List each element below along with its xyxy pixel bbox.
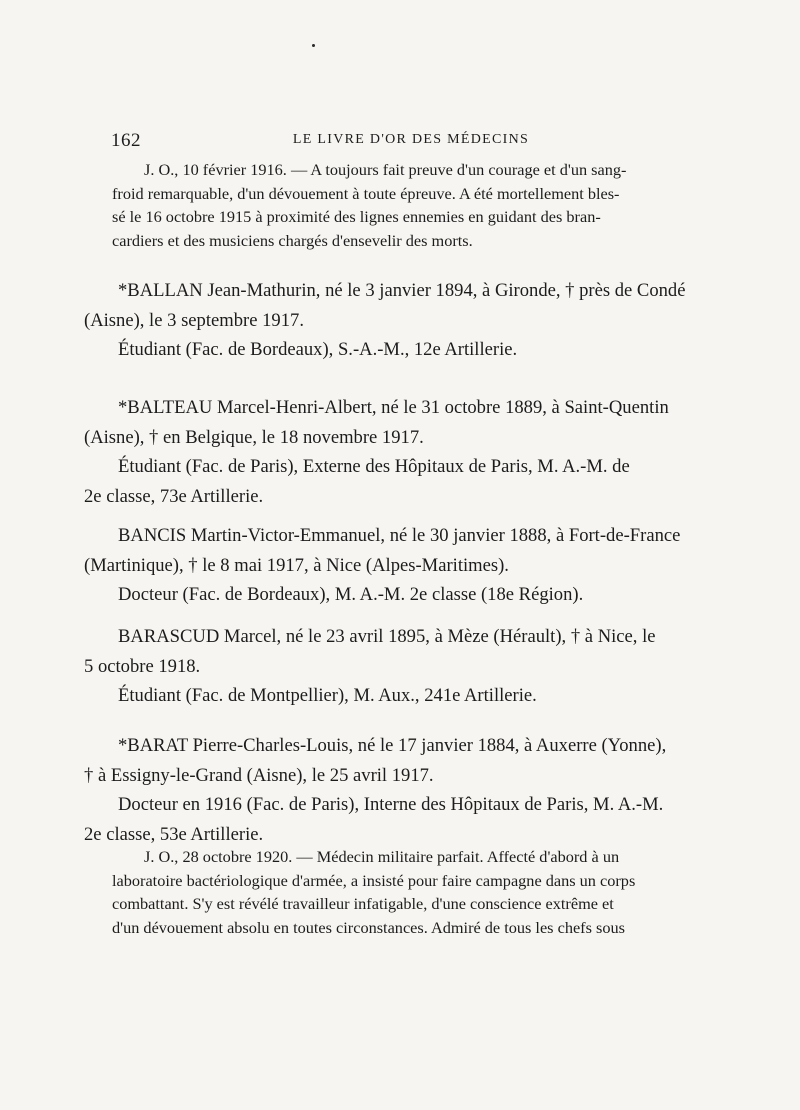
entry-barat [84, 731, 706, 849]
citation-line: froid remarquable, d'un dévouement à toute épreuve. A été mortellement bles- [112, 183, 620, 203]
entry-heading: BANCIS Martin-Victor-Emmanuel, né le 30 janvier 1888, à Fort-de-France [118, 525, 681, 546]
entry-heading-cont: † à Essigny-le-Grand (Aisne), le 25 avril 1917. [84, 764, 434, 786]
citation-line: J. O., 10 février 1916. — A toujours fait preuve d'un courage et d'un sang- [144, 160, 627, 179]
citation-line: d'un dévouement absolu en toutes circonstances. Admiré de tous les chefs sous [112, 917, 625, 937]
entry-barascud [84, 622, 706, 711]
entry-heading: *BARAT Pierre-Charles-Louis, né le 17 janvier 1884, à Auxerre (Yonne), [118, 735, 667, 756]
entry-detail: Docteur (Fac. de Bordeaux), M. A.-M. 2e classe (18e Région). [118, 584, 584, 605]
citation-line: cardiers et des musiciens chargés d'ensevelir des morts. [112, 230, 473, 250]
citation-top [112, 158, 708, 252]
entry-detail-cont: 2e classe, 53e Artillerie. [84, 823, 264, 845]
running-title: LE LIVRE D'OR DES MÉDECINS [292, 132, 530, 147]
citation-line: laboratoire bactériologique d'armée, a insisté pour faire campagne dans un corps [112, 870, 636, 890]
citation-line: J. O., 28 octobre 1920. — Médecin militaire parfait. Affecté d'abord à un [144, 847, 620, 866]
citation-bottom [112, 845, 708, 939]
entry-heading: BARASCUD Marcel, né le 23 avril 1895, à Mèze (Hérault), † à Nice, le [118, 626, 656, 647]
citation-line: sé le 16 octobre 1915 à proximité des lignes ennemies en guidant des bran- [112, 207, 601, 227]
entry-detail-cont: 2e classe, 73e Artillerie. [84, 485, 264, 507]
entry-detail: Étudiant (Fac. de Bordeaux), S.-A.-M., 12e Artillerie. [118, 339, 518, 360]
entry-heading-cont: (Aisne), le 3 septembre 1917. [84, 309, 304, 331]
citation-line: combattant. S'y est révélé travailleur infatigable, d'une conscience extrême et [112, 894, 614, 914]
entry-ballan [84, 276, 706, 365]
entry-detail: Docteur en 1916 (Fac. de Paris), Interne des Hôpitaux de Paris, M. A.-M. [118, 794, 664, 815]
entry-heading-cont: (Martinique), † le 8 mai 1917, à Nice (Alpes-Maritimes). [84, 554, 509, 576]
entry-heading-cont: 5 octobre 1918. [84, 655, 201, 677]
page-number: 162 [111, 130, 141, 151]
entry-detail: Étudiant (Fac. de Montpellier), M. Aux., 241e Artillerie. [118, 685, 537, 706]
entry-heading: *BALTEAU Marcel-Henri-Albert, né le 31 octobre 1889, à Saint-Quentin [118, 397, 669, 418]
entry-heading: *BALLAN Jean-Mathurin, né le 3 janvier 1894, à Gironde, † près de Condé [118, 280, 686, 301]
running-head [111, 130, 711, 154]
entry-detail: Étudiant (Fac. de Paris), Externe des Hôpitaux de Paris, M. A.-M. de [118, 456, 630, 477]
entry-heading-cont: (Aisne), † en Belgique, le 18 novembre 1917. [84, 426, 424, 448]
entry-bancis [84, 521, 706, 610]
ink-speck [312, 44, 315, 47]
entry-balteau [84, 393, 706, 511]
